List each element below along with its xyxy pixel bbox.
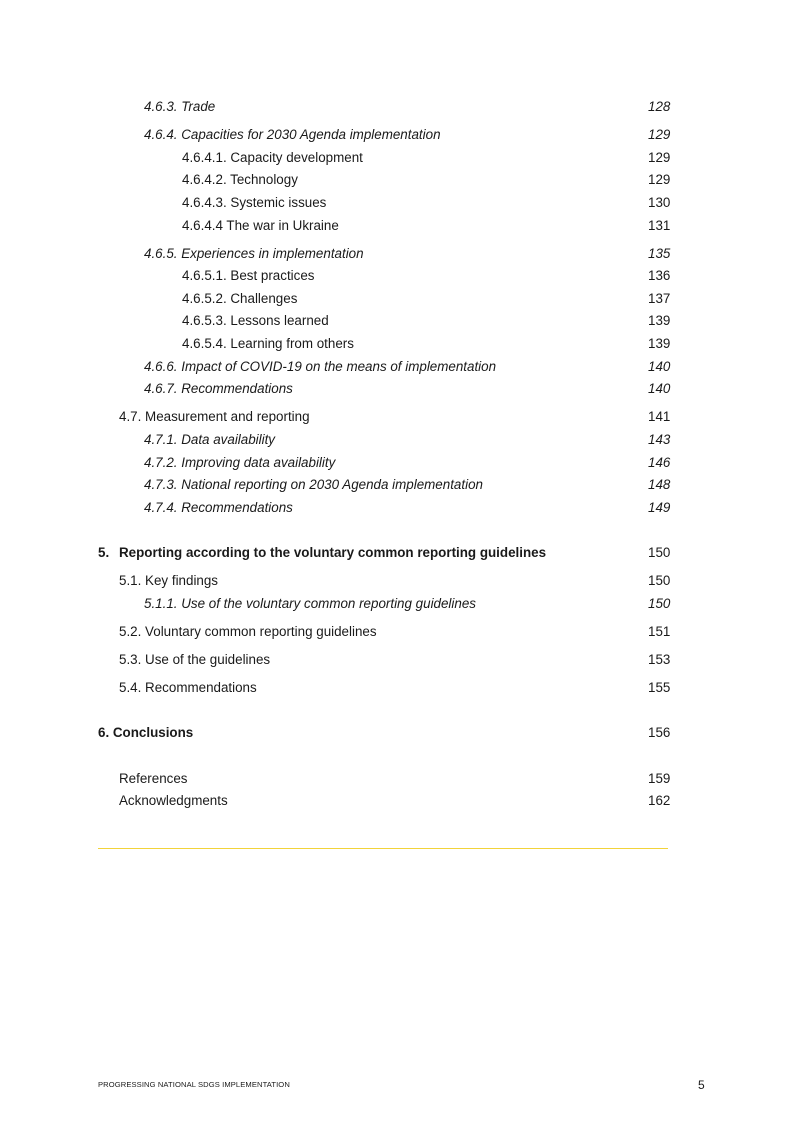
- toc-entry-title: 5.2. Voluntary common reporting guidelines: [119, 624, 377, 639]
- toc-entry-title: 4.6.7. Recommendations: [144, 381, 293, 396]
- toc-entry[interactable]: [98, 244, 671, 264]
- toc-entry-page: 146: [648, 455, 671, 470]
- toc-entry-page: 153: [648, 652, 671, 667]
- toc-entry-page: 135: [648, 246, 671, 261]
- toc-entry-page: 131: [648, 218, 671, 233]
- toc-entry-page: 156: [648, 725, 671, 740]
- toc-entry-title: 4.6.5.1. Best practices: [182, 268, 315, 283]
- toc-entry[interactable]: [98, 475, 671, 495]
- toc-entry[interactable]: [98, 594, 671, 614]
- toc-entry-page: 149: [648, 500, 671, 515]
- divider-rule: [98, 848, 668, 849]
- toc-entry[interactable]: [98, 289, 671, 309]
- toc-entry-title: 4.6.3. Trade: [144, 99, 216, 114]
- toc-entry-title: 6. Conclusions: [98, 725, 194, 740]
- toc-entry[interactable]: [98, 170, 671, 190]
- toc-entry-title: 5.3. Use of the guidelines: [119, 652, 271, 667]
- toc-entry[interactable]: [98, 791, 671, 811]
- toc-entry[interactable]: [98, 266, 671, 286]
- toc-entry[interactable]: [98, 193, 671, 213]
- toc-entry[interactable]: [98, 622, 671, 642]
- toc-entry-page: 162: [648, 793, 671, 808]
- toc-entry-title: 4.6.6. Impact of COVID-19 on the means of implementation: [144, 359, 497, 374]
- toc-entry-page: 129: [648, 127, 671, 142]
- toc-entry-title: 4.7.4. Recommendations: [144, 500, 293, 515]
- toc-entry[interactable]: [98, 430, 671, 450]
- toc-entry-page: 129: [648, 172, 671, 187]
- toc-entry[interactable]: [98, 678, 671, 698]
- toc-entry-title: 4.6.5.4. Learning from others: [182, 336, 354, 351]
- toc-entry-page: 141: [648, 409, 671, 424]
- toc-entry-page: 151: [648, 624, 671, 639]
- toc-entry-title: 4.6.4.1. Capacity development: [182, 150, 363, 165]
- toc-chapter[interactable]: [98, 723, 671, 743]
- toc-entry-title: 4.6.5. Experiences in implementation: [144, 246, 364, 261]
- toc-entry-page: 150: [648, 573, 671, 588]
- toc-entry-page: 159: [648, 771, 671, 786]
- toc-entry[interactable]: [98, 334, 671, 354]
- toc-entry-title: 4.6.4.2. Technology: [182, 172, 298, 187]
- toc-entry-page: 136: [648, 268, 671, 283]
- footer-page-number: 5: [698, 1078, 705, 1092]
- toc-entry-title: Acknowledgments: [119, 793, 228, 808]
- toc-entry-title: 4.7.3. National reporting on 2030 Agenda implementation: [144, 477, 483, 492]
- footer-publication-title: PROGRESSING NATIONAL SDGS IMPLEMENTATION: [98, 1080, 290, 1089]
- toc-entry-page: 129: [648, 150, 671, 165]
- toc-entry-title: 4.7.2. Improving data availability: [144, 455, 336, 470]
- toc-entry-page: 155: [648, 680, 671, 695]
- toc-entry-page: 137: [648, 291, 671, 306]
- toc-entry-title: 4.6.5.3. Lessons learned: [182, 313, 329, 328]
- toc-entry-title: 5.1.1. Use of the voluntary common reporting guidelines: [144, 596, 476, 611]
- toc-entry-title: Reporting according to the voluntary common reporting guidelines: [119, 545, 547, 560]
- toc-entry[interactable]: [98, 311, 671, 331]
- toc-entry-page: 139: [648, 313, 671, 328]
- toc-entry-title: 5.4. Recommendations: [119, 680, 257, 695]
- toc-entry-title: 4.7. Measurement and reporting: [119, 409, 310, 424]
- toc-entry-page: 128: [648, 99, 671, 114]
- toc-entry-title: 4.6.4.3. Systemic issues: [182, 195, 327, 210]
- toc-entry[interactable]: [98, 650, 671, 670]
- toc-entry[interactable]: [98, 357, 671, 377]
- toc-entry-title: 4.6.4.4 The war in Ukraine: [182, 218, 339, 233]
- toc-entry-title: 5.1. Key findings: [119, 573, 219, 588]
- toc-entry-title: 4.6.4. Capacities for 2030 Agenda implementation: [144, 127, 441, 142]
- toc-entry[interactable]: [98, 216, 671, 236]
- toc-entry[interactable]: [98, 453, 671, 473]
- toc-entry[interactable]: [98, 571, 671, 591]
- toc-entry-title: References: [119, 771, 188, 786]
- toc-chapter[interactable]: [98, 543, 671, 563]
- toc-entry[interactable]: [98, 498, 671, 518]
- toc-entry-page: 143: [648, 432, 671, 447]
- toc-entry-page: 150: [648, 596, 671, 611]
- toc-chapter-number: 5.: [98, 545, 110, 560]
- toc-entry-page: 150: [648, 545, 671, 560]
- toc-entry[interactable]: [98, 125, 671, 145]
- toc-entry-page: 140: [648, 381, 671, 396]
- toc-entry-page: 140: [648, 359, 671, 374]
- toc-entry-page: 148: [648, 477, 671, 492]
- toc-entry-title: 4.7.1. Data availability: [144, 432, 276, 447]
- toc-entry[interactable]: [98, 379, 671, 399]
- toc-entry[interactable]: [98, 407, 671, 427]
- toc-entry[interactable]: [98, 769, 671, 789]
- toc-entry[interactable]: [98, 97, 671, 117]
- toc-entry-page: 139: [648, 336, 671, 351]
- toc-entry-title: 4.6.5.2. Challenges: [182, 291, 298, 306]
- toc-entry-page: 130: [648, 195, 671, 210]
- toc-entry[interactable]: [98, 148, 671, 168]
